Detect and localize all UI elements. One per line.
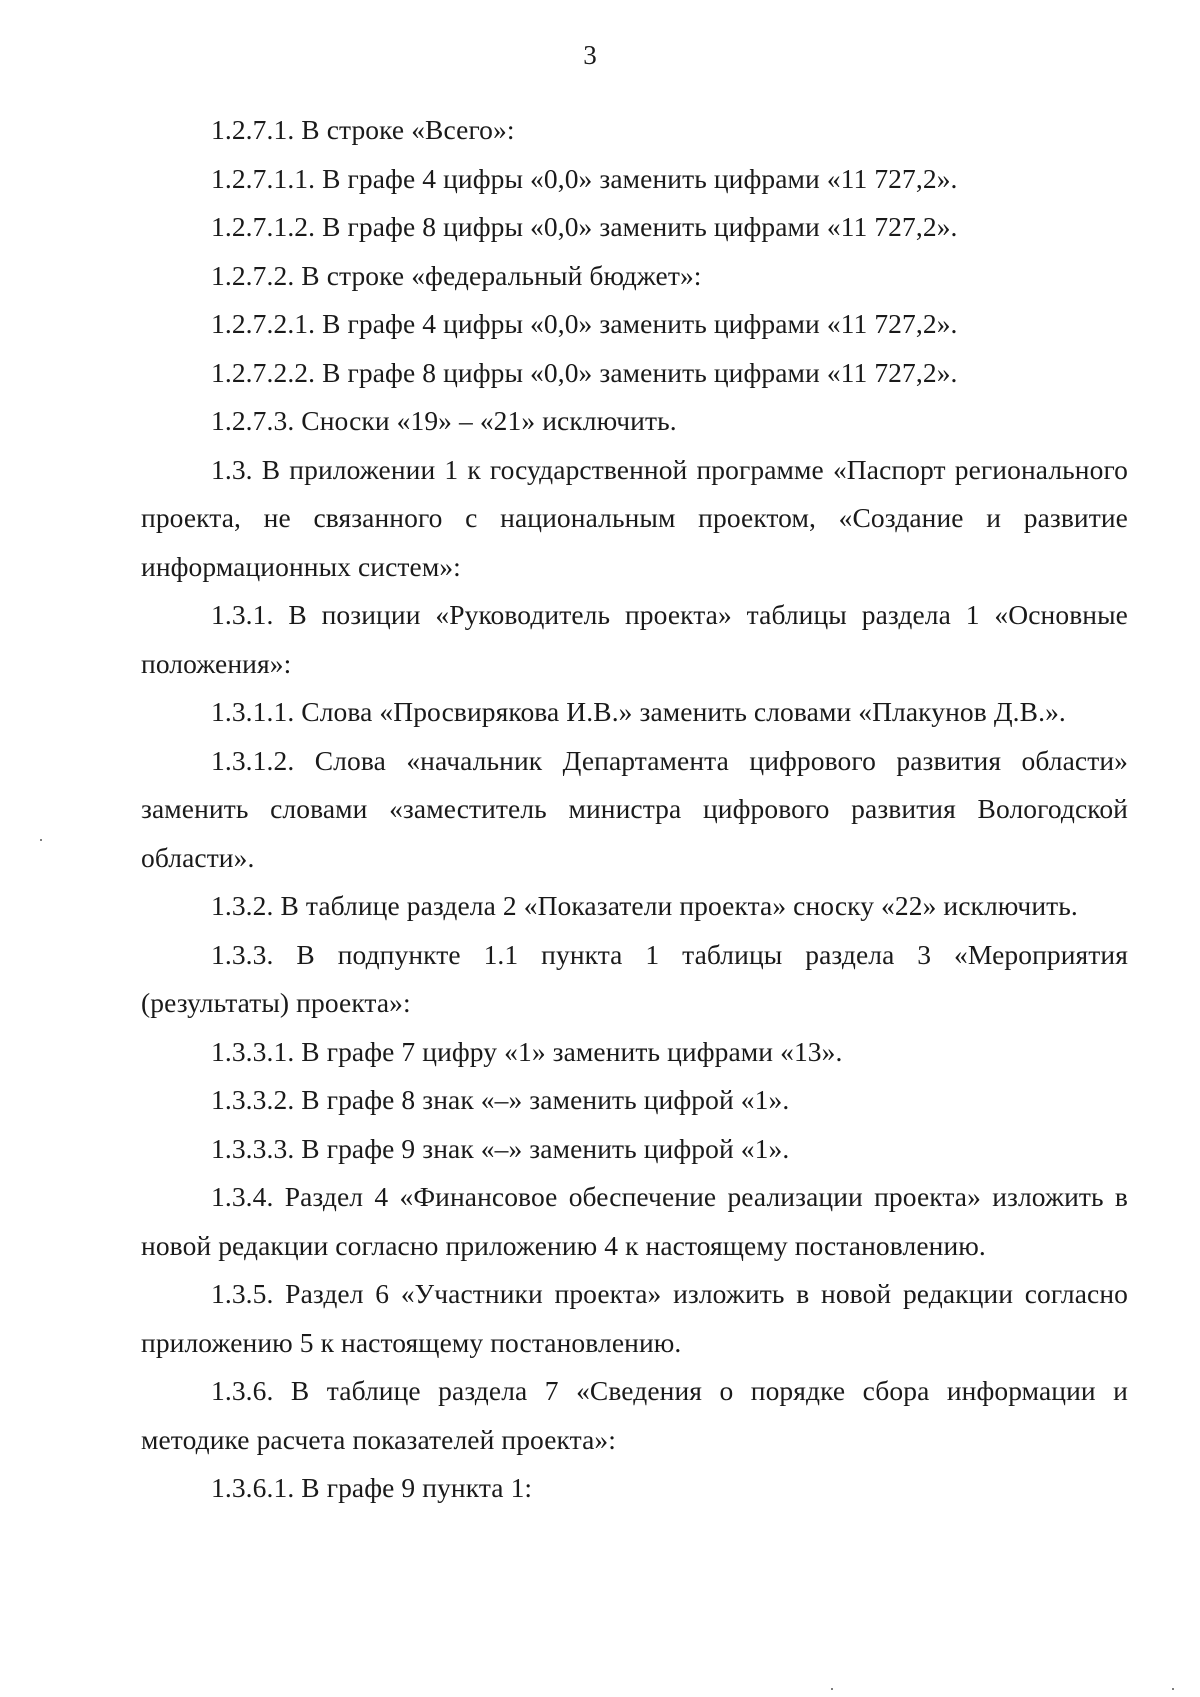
paragraph: 1.2.7.2. В строке «федеральный бюджет»: bbox=[211, 259, 702, 291]
paragraph: 1.2.7.1.2. В графе 8 цифры «0,0» заменить цифрами «11 727,2». bbox=[211, 211, 958, 242]
paragraph: 1.3.3.3. В графе 9 знак «–» заменить цифрой «1». bbox=[211, 1132, 790, 1164]
page-number: 3 bbox=[583, 40, 597, 70]
paragraph: 1.2.7.2.1. В графе 4 цифры «0,0» заменить цифрами «11 727,2». bbox=[211, 308, 958, 339]
paragraph: 1.2.7.3. Сноски «19» – «21» исключить. bbox=[211, 405, 677, 436]
paragraph: 1.2.7.1. В строке «Всего»: bbox=[211, 114, 515, 145]
paragraph: 1.3.6.1. В графе 9 пункта 1: bbox=[211, 1472, 533, 1503]
paragraph: 1.3.4. Раздел 4 «Финансовое обеспечение реализации проекта» изложить в новой редакции согласно приложению 4 к настоящему постановлению. bbox=[141, 1181, 1128, 1261]
scan-speck bbox=[831, 1688, 833, 1690]
paragraph: 1.3.1.1. Слова «Просвирякова И.В.» заменить словами «Плакунов Д.В.». bbox=[211, 696, 1066, 727]
document-body bbox=[141, 106, 1128, 1513]
paragraph: 1.3.5. Раздел 6 «Участники проекта» изложить в новой редакции согласно приложению 5 к настоящему постановлению. bbox=[141, 1278, 1128, 1358]
paragraph: 1.2.7.1.1. В графе 4 цифры «0,0» заменить цифрами «11 727,2». bbox=[211, 162, 958, 194]
paragraph: 1.3.1.2. Слова «начальник Департамента цифрового развития области» заменить словами «заместитель министра цифрового развития Вологодской области». bbox=[141, 744, 1128, 873]
paragraph: 1.3.1. В позиции «Руководитель проекта» таблицы раздела 1 «Основные положения»: bbox=[141, 599, 1128, 679]
paragraph: 1.3.6. В таблице раздела 7 «Сведения о порядке сбора информации и методике расчета показателей проекта»: bbox=[141, 1375, 1128, 1455]
scan-speck bbox=[40, 839, 42, 841]
paragraph: 1.3.3.2. В графе 8 знак «–» заменить цифрой «1». bbox=[211, 1084, 790, 1115]
scan-speck bbox=[1172, 1688, 1174, 1690]
paragraph: 1.3.3.1. В графе 7 цифру «1» заменить цифрами «13». bbox=[211, 1035, 843, 1067]
paragraph: 1.2.7.2.2. В графе 8 цифры «0,0» заменить цифрами «11 727,2». bbox=[211, 356, 958, 388]
paragraph: 1.3.2. В таблице раздела 2 «Показатели проекта» сноску «22» исключить. bbox=[211, 890, 1078, 921]
paragraph: 1.3.3. В подпункте 1.1 пункта 1 таблицы раздела 3 «Мероприятия (результаты) проекта»: bbox=[141, 938, 1128, 1018]
paragraph: 1.3. В приложении 1 к государственной программе «Паспорт регионального проекта, не связанного с национальным проектом, «Создание и развитие информационных систем»: bbox=[141, 453, 1128, 582]
